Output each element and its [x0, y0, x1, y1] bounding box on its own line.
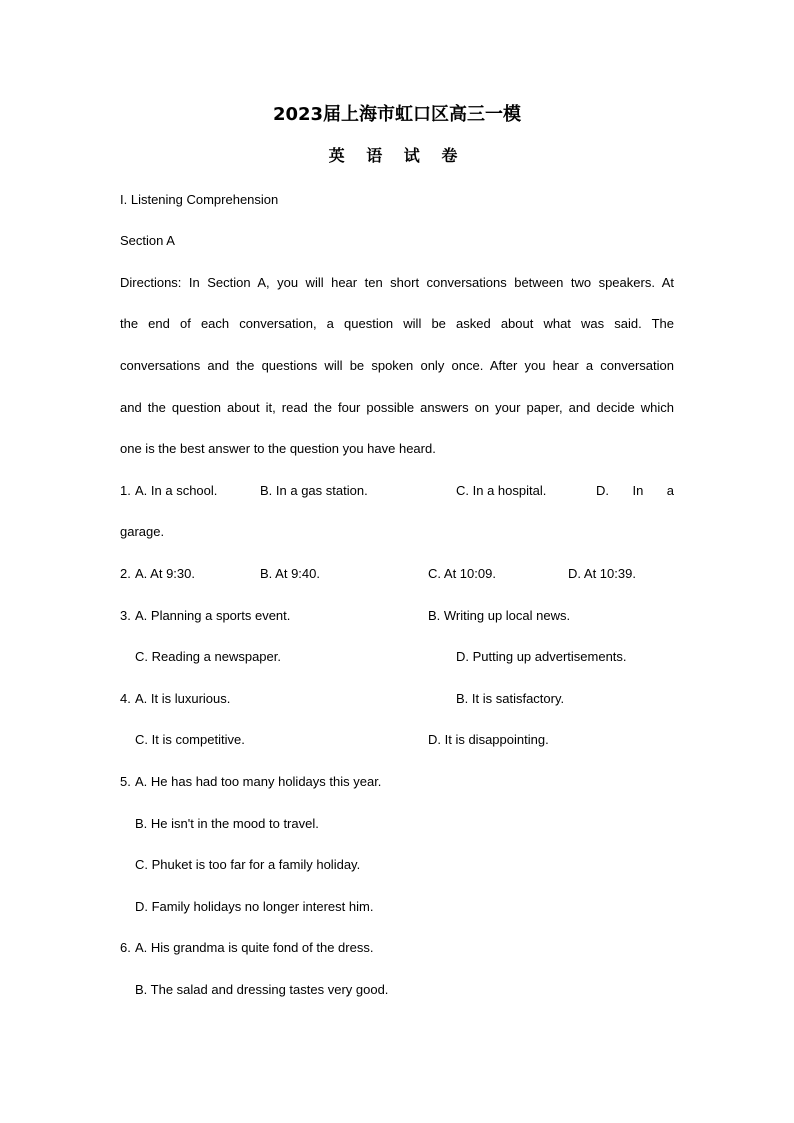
directions-line-1 [120, 275, 674, 291]
page-subtitle: 英 语 试 卷 [328, 146, 466, 165]
option-d: D. Putting up advertisements. [456, 649, 627, 664]
option-d-continued: garage. [120, 524, 165, 539]
section-heading: Section A [120, 233, 175, 248]
directions-line-5: one is the best answer to the question you have heard. [120, 441, 436, 456]
option-b: B. It is satisfactory. [456, 691, 565, 706]
question-number: 1. [120, 483, 131, 498]
page-title: 2023届上海市虹口区高三一模 [272, 104, 522, 125]
question-number: 2. [120, 566, 131, 581]
option-c: C. Phuket is too far for a family holiday. [135, 857, 361, 872]
directions-line-3: conversations and the questions will be spoken only once. After you hear a conversation [120, 358, 674, 373]
option-b: B. The salad and dressing tastes very good. [135, 982, 389, 997]
directions-label: Directions: [120, 275, 182, 290]
option-a: A. At 9:30. [135, 566, 195, 581]
option-a: A. He has had too many holidays this year. [135, 774, 382, 789]
option-d: D. Family holidays no longer interest him. [135, 899, 374, 914]
question-number: 5. [120, 774, 131, 789]
option-b: B. He isn't in the mood to travel. [135, 816, 319, 831]
option-a: A. Planning a sports event. [135, 608, 291, 623]
question-number: 6. [120, 940, 131, 955]
option-b: B. In a gas station. [260, 483, 368, 498]
option-c: C. Reading a newspaper. [135, 649, 281, 664]
option-d: D. It is disappointing. [428, 732, 549, 747]
option-c: C. In a hospital. [456, 483, 547, 498]
option-a: A. His grandma is quite fond of the dress. [135, 940, 374, 955]
option-b: B. At 9:40. [260, 566, 320, 581]
option-c: C. It is competitive. [135, 732, 245, 747]
option-a: A. It is luxurious. [135, 691, 231, 706]
option-b: B. Writing up local news. [428, 608, 571, 623]
directions-line-2: the end of each conversation, a question will be asked about what was said. The [120, 316, 674, 331]
question-number: 4. [120, 691, 131, 706]
part-heading: I. Listening Comprehension [120, 192, 279, 207]
option-c: C. At 10:09. [428, 566, 496, 581]
option-a: A. In a school. [135, 483, 218, 498]
option-d: D. In a [596, 483, 674, 498]
question-number: 3. [120, 608, 131, 623]
directions-text-1: In Section A, you will hear ten short conversations between two speakers. At [188, 275, 674, 290]
directions-line-4: and the question about it, read the four possible answers on your paper, and decide which [120, 400, 674, 415]
option-d: D. At 10:39. [568, 566, 636, 581]
